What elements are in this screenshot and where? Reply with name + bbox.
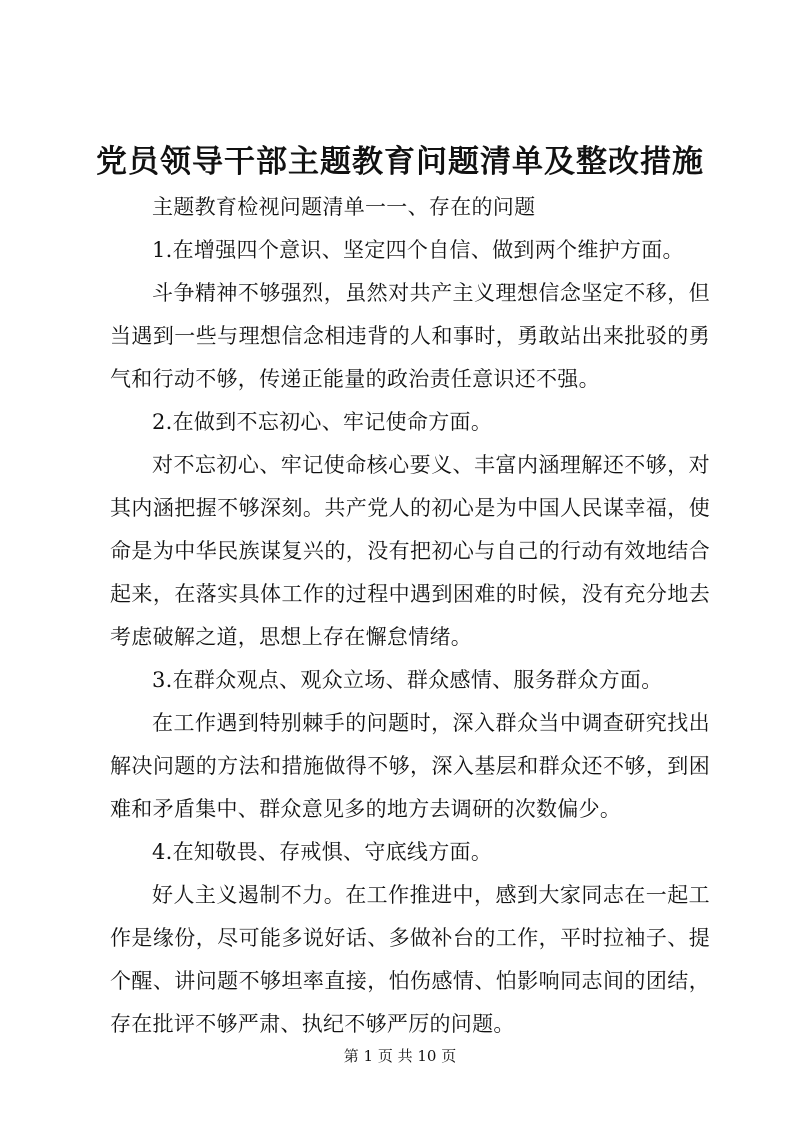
item-paragraph-4: 好人主义遏制不力。在工作推进中，感到大家同志在一起工作是缘份，尽可能多说好话、多做补台的工作，平时拉袖子、提个醒、讲问题不够坦率直接，怕伤感情、怕影响同志间的团结，存在批评不够严肃、执纪不够严厉的问题。	[110, 883, 710, 1036]
item-paragraph-2: 对不忘初心、牢记使命核心要义、丰富内涵理解还不够，对其内涵把握不够深刻。共产党人的初心是为中国人民谋幸福，使命是为中华民族谋复兴的，没有把初心与自己的行动有效地结合起来，在落实具体工作的过程中遇到困难的时候，没有充分地去考虑破解之道，思想上存在懈怠情绪。	[110, 453, 710, 649]
item-heading-3: 3.在群众观点、观众立场、群众感情、服务群众方面。	[152, 668, 663, 692]
item-heading-1: 1.在增强四个意识、坚定四个自信、做到两个维护方面。	[152, 238, 684, 262]
document-body	[110, 186, 710, 1046]
page-number: 第 1 页 共 10 页	[343, 1047, 457, 1065]
item-heading-4: 4.在知敬畏、存戒惧、守底线方面。	[152, 840, 493, 864]
section-heading: 主题教育检视问题清单一一、存在的问题	[152, 195, 536, 219]
page-title: 党员领导干部主题教育问题清单及整改措施	[96, 144, 704, 180]
item-paragraph-1: 斗争精神不够强烈，虽然对共产主义理想信念坚定不移，但当遇到一些与理想信念相违背的人和事时，勇敢站出来批驳的勇气和行动不够，传递正能量的政治责任意识还不强。	[110, 281, 710, 391]
item-paragraph-3: 在工作遇到特别棘手的问题时，深入群众当中调查研究找出解决问题的方法和措施做得不够，深入基层和群众还不够，到困难和矛盾集中、群众意见多的地方去调研的次数偏少。	[110, 711, 710, 821]
item-heading-2: 2.在做到不忘初心、牢记使命方面。	[152, 410, 493, 434]
